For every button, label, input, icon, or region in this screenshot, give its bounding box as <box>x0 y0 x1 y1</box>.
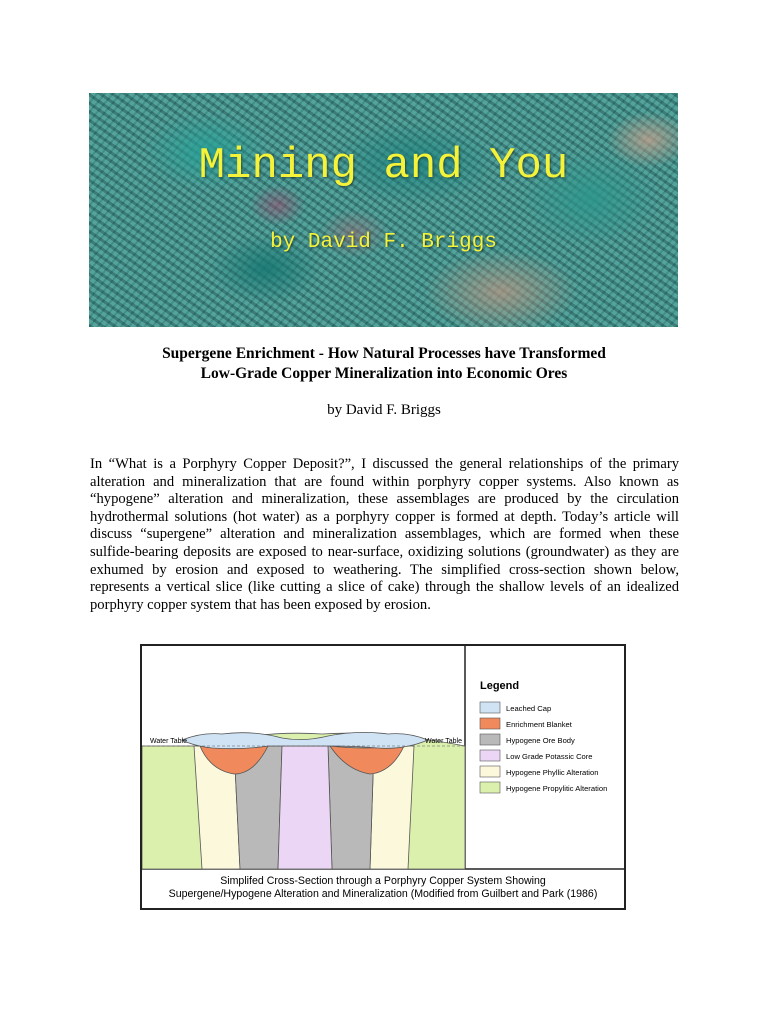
legend-label: Enrichment Blanket <box>506 720 572 729</box>
legend <box>480 702 607 793</box>
paragraph-line: sulfide-bearing deposits are exposed to near-surface, oxidizing solutions (groundwater) as they are <box>90 543 679 560</box>
legend-swatch <box>480 718 500 729</box>
legend-swatch <box>480 750 500 761</box>
cross-section-diagram <box>142 646 624 908</box>
paragraph-line: “hypogene” alteration and mineralization, these assemblages are produced by the circulation <box>90 491 679 508</box>
article-byline: by David F. Briggs <box>327 402 441 418</box>
legend-label: Hypogene Propylitic Alteration <box>506 784 608 793</box>
paragraph-line: represents a vertical slice (like cutting a slice of cake) through the shallow levels of an idealized <box>90 579 679 596</box>
legend-label: Leached Cap <box>506 704 552 713</box>
potassic-core <box>278 746 332 869</box>
legend-swatch <box>480 734 500 745</box>
legend-label: Low Grade Potassic Core <box>506 752 593 761</box>
header-banner-image <box>89 93 678 327</box>
legend-swatch <box>480 766 500 777</box>
paragraph-line: discuss “supergene” alteration and mineralization assemblages, which are formed when these <box>90 526 679 543</box>
legend-swatch <box>480 702 500 713</box>
legend-swatch <box>480 782 500 793</box>
banner-byline: by David F. Briggs <box>270 231 497 254</box>
figure-caption <box>142 875 624 901</box>
cross-section-figure <box>140 644 626 910</box>
caption-line-2: Supergene/Hypogene Alteration and Mineralization (Modified from Guilbert and Park (1986) <box>168 888 598 900</box>
paragraph-line: alteration and mineralization that are found within porphyry copper systems. Also known as <box>90 473 679 490</box>
legend-label: Hypogene Ore Body <box>506 736 575 745</box>
legend-title: Legend <box>480 680 520 692</box>
paragraph-line: In “What is a Porphyry Copper Deposit?”, I discussed the general relationships of the primary <box>90 456 679 472</box>
paragraph-line: hydrothermal solutions (hot water) as a porphyry copper is formed at depth. Today’s article will <box>90 508 679 525</box>
legend-label: Hypogene Phyllic Alteration <box>506 768 599 777</box>
paragraph-line: porphyry copper system that has been exposed by erosion. <box>90 596 431 613</box>
paragraph-line: exhumed by erosion and exposed to weathering. The simplified cross-section shown below, <box>90 561 679 578</box>
caption-line-1: Simplifed Cross-Section through a Porphyry Copper System Showing <box>220 875 546 887</box>
article-title-line-1: Supergene Enrichment - How Natural Processes have Transformed <box>162 345 606 362</box>
banner-title: Mining and You <box>198 141 569 191</box>
water-table-label-left: Water Table <box>150 738 187 745</box>
article-title <box>90 344 678 384</box>
water-table-label-right: Water Table <box>425 738 462 745</box>
intro-paragraph <box>90 456 679 614</box>
article-title-line-2: Low-Grade Copper Mineralization into Economic Ores <box>200 365 568 382</box>
